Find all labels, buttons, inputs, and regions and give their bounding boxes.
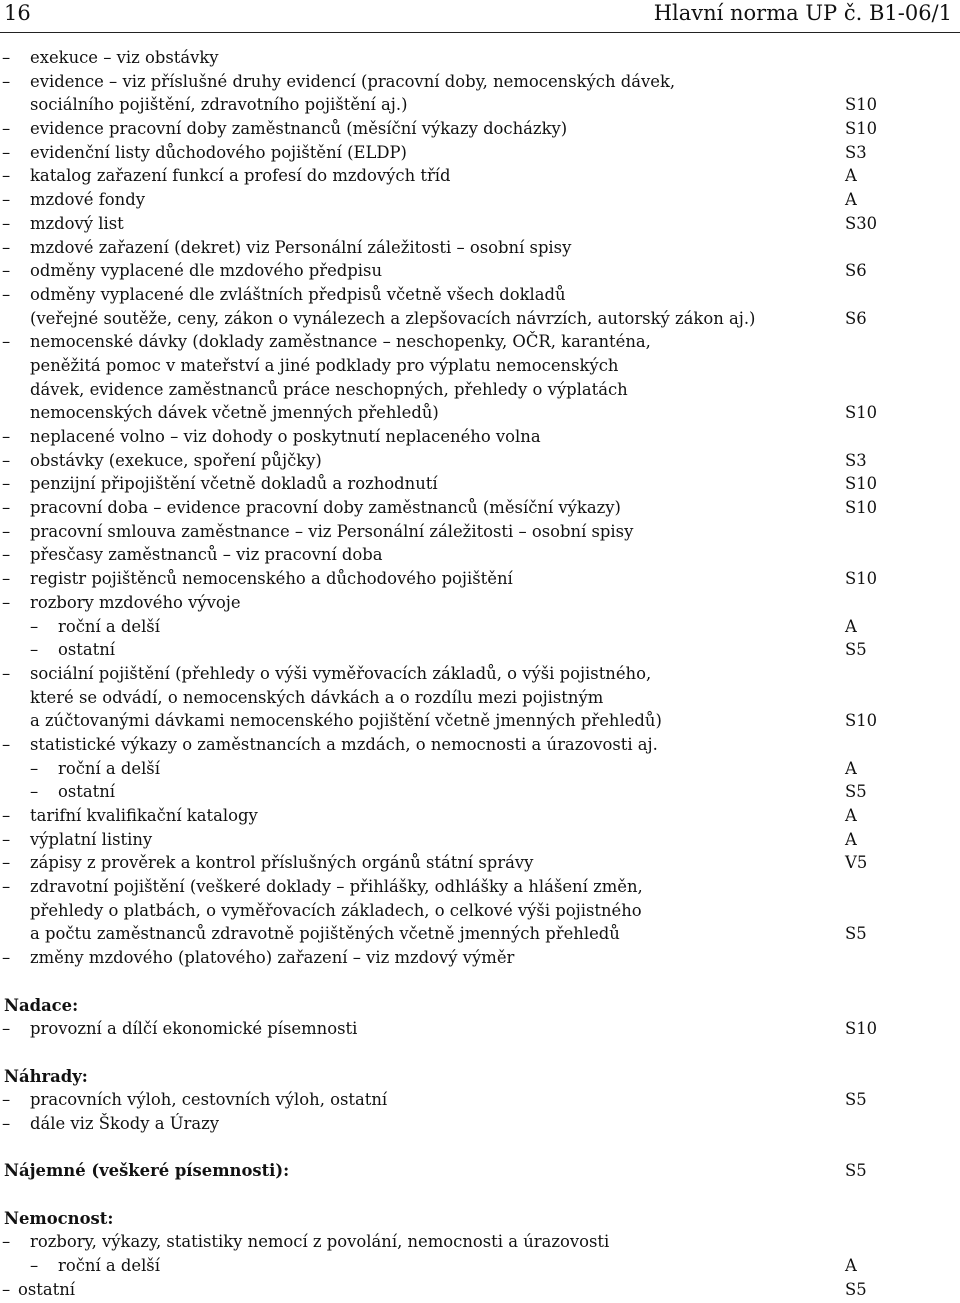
bullet-dash: – <box>2 1279 11 1299</box>
item-text: mzdový list <box>30 213 124 233</box>
list-item <box>0 496 960 520</box>
item-text: dávek, evidence zaměstnanců práce neschopných, přehledy o výplatách <box>30 379 628 399</box>
section-title: Náhrady: <box>4 1066 88 1086</box>
item-text: rozbory mzdového vývoje <box>30 592 241 612</box>
item-text: statistické výkazy o zaměstnancích a mzdách, o nemocnosti a úrazovosti aj. <box>30 734 658 754</box>
retention-code: S6 <box>845 308 867 328</box>
bullet-dash: – <box>2 806 11 825</box>
list-item <box>0 93 960 117</box>
retention-code: A <box>845 806 857 825</box>
list-item <box>0 615 960 639</box>
retention-code: A <box>845 1256 857 1276</box>
item-text: katalog zařazení funkcí a profesí do mzdových tříd <box>30 166 451 186</box>
list-item <box>0 46 960 70</box>
retention-code: S5 <box>845 1161 867 1181</box>
list-item <box>0 638 960 662</box>
section-title: Nadace: <box>4 995 79 1015</box>
list-item <box>0 283 960 307</box>
retention-code: A <box>845 616 857 636</box>
retention-code: A <box>845 190 857 210</box>
list-item <box>0 922 960 946</box>
retention-code: S6 <box>845 261 867 281</box>
retention-code: S5 <box>845 640 867 660</box>
retention-code: S10 <box>845 474 878 494</box>
section-heading <box>0 994 960 1018</box>
list-item <box>0 425 960 449</box>
item-text: tarifní kvalifikační katalogy <box>30 806 258 825</box>
header-rule <box>0 32 960 33</box>
list-item <box>0 1112 960 1136</box>
bullet-dash: – <box>2 877 11 897</box>
list-item <box>0 449 960 473</box>
retention-code: S10 <box>845 95 878 115</box>
list-item <box>0 378 960 402</box>
list-item <box>0 307 960 331</box>
item-text: exekuce – viz obstávky <box>30 48 219 67</box>
list-item <box>0 828 960 852</box>
section-heading <box>0 1207 960 1231</box>
retention-code: S5 <box>845 1090 867 1110</box>
section-heading <box>0 1159 960 1183</box>
retention-code: S10 <box>845 119 878 139</box>
list-item <box>0 1254 960 1278</box>
item-text: odměny vyplacené dle mzdového předpisu <box>30 261 382 281</box>
item-text: provozní a dílčí ekonomické písemnosti <box>30 1019 358 1039</box>
list-item <box>0 899 960 923</box>
item-text: rozbory, výkazy, statistiky nemocí z povolání, nemocnosti a úrazovosti <box>30 1232 610 1252</box>
bullet-dash: – <box>2 427 11 446</box>
item-text: dále viz Škody a Úrazy <box>30 1113 220 1133</box>
item-text: evidence – viz příslušné druhy evidencí (pracovní doby, nemocenských dávek, <box>30 71 676 91</box>
item-text: roční a delší <box>58 758 160 778</box>
document-body <box>0 46 960 1301</box>
list-item <box>0 117 960 141</box>
retention-code: A <box>845 829 857 849</box>
retention-code: S10 <box>845 569 878 589</box>
list-item <box>0 757 960 781</box>
item-text: evidence pracovní doby zaměstnanců (měsíční výkazy docházky) <box>30 119 568 139</box>
item-text: neplacené volno – viz dohody o poskytnutí neplaceného volna <box>30 427 541 446</box>
bullet-dash: – <box>2 948 11 968</box>
bullet-dash: – <box>2 332 11 352</box>
bullet-dash: – <box>2 237 11 257</box>
item-text: odměny vyplacené dle zvláštních předpisů včetně všech dokladů <box>30 284 566 304</box>
bullet-dash: – <box>2 521 11 541</box>
list-item <box>0 1088 960 1112</box>
bullet-dash: – <box>2 1090 11 1110</box>
bullet-dash: – <box>2 213 11 233</box>
item-text: sociálního pojištění, zdravotního pojištění aj.) <box>30 95 408 115</box>
list-item <box>0 1278 960 1302</box>
list-item <box>0 804 960 828</box>
bullet-dash: – <box>30 616 39 636</box>
item-text: zdravotní pojištění (veškeré doklady – přihlášky, odhlášky a hlášení změn, <box>30 877 643 897</box>
item-text: a zúčtovanými dávkami nemocenského pojištění včetně jmenných přehledů) <box>30 711 662 731</box>
item-text: registr pojištěnců nemocenského a důchodového pojištění <box>30 569 513 589</box>
retention-code: S5 <box>845 924 867 944</box>
bullet-dash: – <box>2 569 11 589</box>
blank-line <box>0 1183 960 1207</box>
item-text: roční a delší <box>58 616 160 636</box>
bullet-dash: – <box>2 829 11 849</box>
item-text: ostatní <box>58 782 116 802</box>
list-item <box>0 709 960 733</box>
blank-line <box>0 1136 960 1160</box>
item-text: nemocenské dávky (doklady zaměstnance – neschopenky, OČR, karanténa, <box>30 332 651 352</box>
bullet-dash: – <box>2 119 11 139</box>
retention-code: S10 <box>845 498 878 518</box>
item-text: ostatní <box>58 640 116 660</box>
bullet-dash: – <box>2 1019 11 1039</box>
list-item <box>0 686 960 710</box>
bullet-dash: – <box>2 734 11 754</box>
bullet-dash: – <box>2 71 11 91</box>
bullet-dash: – <box>2 1113 11 1133</box>
bullet-dash: – <box>2 1232 11 1252</box>
bullet-dash: – <box>30 782 39 802</box>
list-item <box>0 354 960 378</box>
retention-code: A <box>845 758 857 778</box>
item-text: sociální pojištění (přehledy o výši vyměřovacích základů, o výši pojistného, <box>30 663 652 683</box>
bullet-dash: – <box>2 166 11 186</box>
item-text: přehledy o platbách, o vyměřovacích základech, o celkové výši pojistného <box>30 900 642 920</box>
item-text: přesčasy zaměstnanců – viz pracovní doba <box>30 545 383 565</box>
item-text: obstávky (exekuce, spoření půjčky) <box>30 450 322 470</box>
list-item <box>0 472 960 496</box>
item-text: nemocenských dávek včetně jmenných přehledů) <box>30 403 439 423</box>
blank-line <box>0 970 960 994</box>
item-text: a počtu zaměstnanců zdravotně pojištěných včetně jmenných přehledů <box>30 924 620 944</box>
bullet-dash: – <box>2 261 11 281</box>
item-text: roční a delší <box>58 1256 160 1276</box>
item-text: mzdové fondy <box>30 190 145 210</box>
retention-code: S3 <box>845 142 867 162</box>
bullet-dash: – <box>2 190 11 210</box>
bullet-dash: – <box>2 142 11 162</box>
item-text: změny mzdového (platového) zařazení – viz mzdový výměr <box>30 948 515 968</box>
list-item <box>0 1017 960 1041</box>
item-text: zápisy z prověrek a kontrol příslušných orgánů státní správy <box>30 853 534 873</box>
list-item <box>0 212 960 236</box>
retention-code: S5 <box>845 1279 867 1299</box>
list-item <box>0 236 960 260</box>
list-item <box>0 188 960 212</box>
bullet-dash: – <box>2 284 11 304</box>
list-item <box>0 662 960 686</box>
bullet-dash: – <box>30 640 39 660</box>
item-text: které se odvádí, o nemocenských dávkách a o rozdílu mezi pojistným <box>30 687 604 707</box>
bullet-dash: – <box>2 663 11 683</box>
item-text: pracovní doba – evidence pracovní doby zaměstnanců (měsíční výkazy) <box>30 498 621 518</box>
bullet-dash: – <box>2 474 11 494</box>
list-item <box>0 330 960 354</box>
item-text: pracovních výloh, cestovních výloh, ostatní <box>30 1090 388 1110</box>
bullet-dash: – <box>2 592 11 612</box>
list-item <box>0 780 960 804</box>
item-text: (veřejné soutěže, ceny, zákon o vynálezech a zlepšovacích návrzích, autorský zákon aj.) <box>30 308 756 328</box>
section-heading <box>0 1065 960 1089</box>
list-item <box>0 259 960 283</box>
list-item <box>0 875 960 899</box>
item-text: výplatní listiny <box>30 829 153 849</box>
bullet-dash: – <box>2 450 11 470</box>
list-item <box>0 543 960 567</box>
retention-code: S3 <box>845 450 867 470</box>
list-item <box>0 591 960 615</box>
section-title: Nemocnost: <box>4 1208 114 1228</box>
list-item <box>0 851 960 875</box>
bullet-dash: – <box>30 758 39 778</box>
list-item <box>0 946 960 970</box>
list-item <box>0 141 960 165</box>
retention-code: S10 <box>845 403 878 423</box>
list-item <box>0 70 960 94</box>
bullet-dash: – <box>30 1256 39 1276</box>
item-text: mzdové zařazení (dekret) viz Personální záležitosti – osobní spisy <box>30 237 572 257</box>
retention-code: S5 <box>845 782 867 802</box>
section-title: Nájemné (veškeré písemnosti): <box>4 1161 290 1181</box>
item-text: ostatní <box>18 1279 76 1299</box>
list-item <box>0 520 960 544</box>
item-text: peněžitá pomoc v mateřství a jiné podklady pro výplatu nemocenských <box>30 355 619 375</box>
page-header <box>0 0 960 28</box>
bullet-dash: – <box>2 48 11 67</box>
page-number: 16 <box>4 1 31 25</box>
document-title: Hlavní norma UP č. B1-06/1 <box>653 1 952 25</box>
retention-code: S10 <box>845 1019 878 1039</box>
bullet-dash: – <box>2 853 11 873</box>
list-item <box>0 401 960 425</box>
item-text: pracovní smlouva zaměstnance – viz Personální záležitosti – osobní spisy <box>30 521 634 541</box>
retention-code: V5 <box>845 853 868 873</box>
bullet-dash: – <box>2 545 11 565</box>
item-text: penzijní připojištění včetně dokladů a rozhodnutí <box>30 474 438 494</box>
list-item <box>0 733 960 757</box>
retention-code: A <box>845 166 857 186</box>
retention-code: S30 <box>845 213 878 233</box>
item-text: evidenční listy důchodového pojištění (ELDP) <box>30 142 407 162</box>
list-item <box>0 164 960 188</box>
bullet-dash: – <box>2 498 11 518</box>
list-item <box>0 1230 960 1254</box>
blank-line <box>0 1041 960 1065</box>
list-item <box>0 567 960 591</box>
retention-code: S10 <box>845 711 878 731</box>
